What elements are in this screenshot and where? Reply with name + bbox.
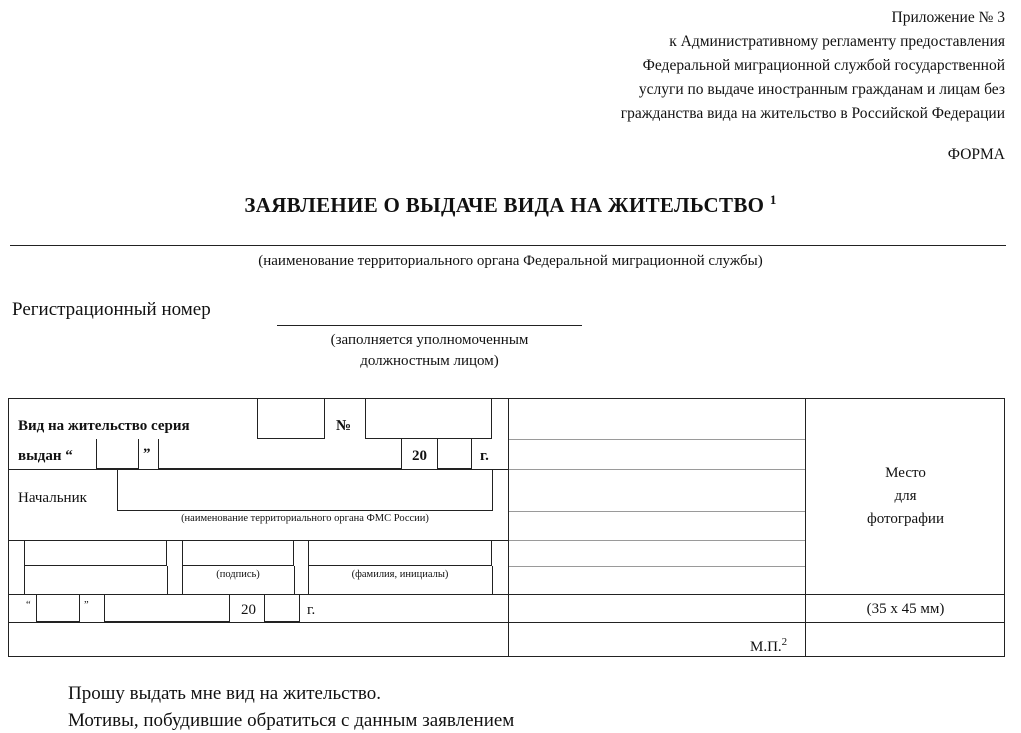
col-divider bbox=[492, 566, 493, 594]
page-title bbox=[0, 192, 1021, 218]
col-divider bbox=[24, 566, 25, 594]
chief-name-field[interactable] bbox=[117, 469, 493, 511]
col-divider bbox=[294, 566, 295, 594]
issued-year-suffix: г. bbox=[480, 448, 489, 464]
signature-caption: (подпись) bbox=[216, 569, 260, 580]
name-caption: (фамилия, инициалы) bbox=[351, 569, 449, 580]
date-year-field[interactable] bbox=[264, 594, 300, 622]
photo-line: Место bbox=[885, 465, 926, 481]
appendix-note bbox=[621, 6, 1005, 126]
chief-label: Начальник bbox=[18, 490, 87, 506]
authority-caption: (наименование территориального органа Федеральной миграционной службы) bbox=[258, 253, 763, 269]
issued-year-prefix: 20 bbox=[412, 448, 427, 464]
quote-close: ” bbox=[143, 446, 151, 462]
stamp-footnote: 2 bbox=[781, 636, 788, 648]
series-field[interactable] bbox=[257, 398, 325, 439]
appendix-line: к Административному регламенту предоставления bbox=[669, 33, 1005, 50]
photo-line: фотографии bbox=[867, 511, 944, 527]
left-panel-divider bbox=[508, 398, 509, 657]
quote-open: “ bbox=[65, 448, 73, 464]
motives-text: Мотивы, побудившие обратиться с данным заявлением bbox=[68, 710, 515, 731]
title-text: ЗАЯВЛЕНИЕ О ВЫДАЧЕ ВИДА НА ЖИТЕЛЬСТВО bbox=[244, 193, 765, 217]
registration-number-field[interactable] bbox=[277, 325, 582, 326]
issued-month-field[interactable] bbox=[158, 439, 402, 469]
issued-text: выдан bbox=[18, 448, 62, 464]
appendix-line: Приложение № 3 bbox=[891, 9, 1005, 26]
photo-divider bbox=[805, 622, 1005, 623]
stamp-area-line bbox=[509, 566, 805, 567]
registration-note-line: (заполняется уполномоченным bbox=[330, 332, 529, 348]
appendix-line: Федеральной миграционной службой государственной bbox=[642, 57, 1005, 74]
issued-label bbox=[18, 448, 73, 465]
issued-year-field[interactable] bbox=[437, 439, 472, 469]
full-name-field[interactable] bbox=[308, 540, 492, 566]
signature-field[interactable] bbox=[182, 540, 294, 566]
chief-position-field[interactable] bbox=[24, 540, 167, 566]
authority-name-field[interactable] bbox=[10, 245, 1006, 246]
stamp-label bbox=[750, 636, 787, 656]
stamp-area-line bbox=[509, 540, 805, 541]
date-day-field[interactable] bbox=[36, 594, 80, 622]
registration-label: Регистрационный номер bbox=[12, 299, 211, 320]
title-footnote: 1 bbox=[769, 192, 777, 207]
photo-line: для bbox=[894, 488, 917, 504]
registration-note bbox=[277, 330, 582, 372]
stamp-area-line bbox=[509, 511, 805, 512]
appendix-line: гражданства вида на жительство в Российской Федерации bbox=[620, 105, 1005, 122]
appendix-line: услуги по выдаче иностранным гражданам и лицам без bbox=[638, 81, 1005, 98]
chief-caption: (наименование территориального органа ФМС России) bbox=[181, 513, 429, 524]
number-label: № bbox=[336, 418, 352, 434]
date-quote-open: “ bbox=[26, 600, 31, 611]
photo-size: (35 х 45 мм) bbox=[866, 601, 945, 617]
date-quote-close: ” bbox=[84, 600, 89, 611]
form-label: ФОРМА bbox=[947, 146, 1005, 163]
issued-day-field[interactable] bbox=[96, 439, 139, 469]
stamp-text: М.П. bbox=[750, 639, 782, 655]
col-divider bbox=[167, 566, 168, 594]
date-month-field[interactable] bbox=[104, 594, 230, 622]
row-divider bbox=[8, 622, 805, 623]
series-label: Вид на жительство серия bbox=[18, 418, 190, 434]
registration-note-line: должностным лицом) bbox=[360, 353, 499, 369]
stamp-area-line bbox=[509, 469, 805, 470]
request-text: Прошу выдать мне вид на жительство. bbox=[68, 683, 381, 704]
number-field[interactable] bbox=[365, 398, 492, 439]
date-year-suffix: г. bbox=[307, 602, 316, 618]
stamp-area-line bbox=[509, 439, 805, 440]
photo-placeholder bbox=[806, 462, 1005, 531]
date-year-prefix: 20 bbox=[241, 602, 256, 618]
